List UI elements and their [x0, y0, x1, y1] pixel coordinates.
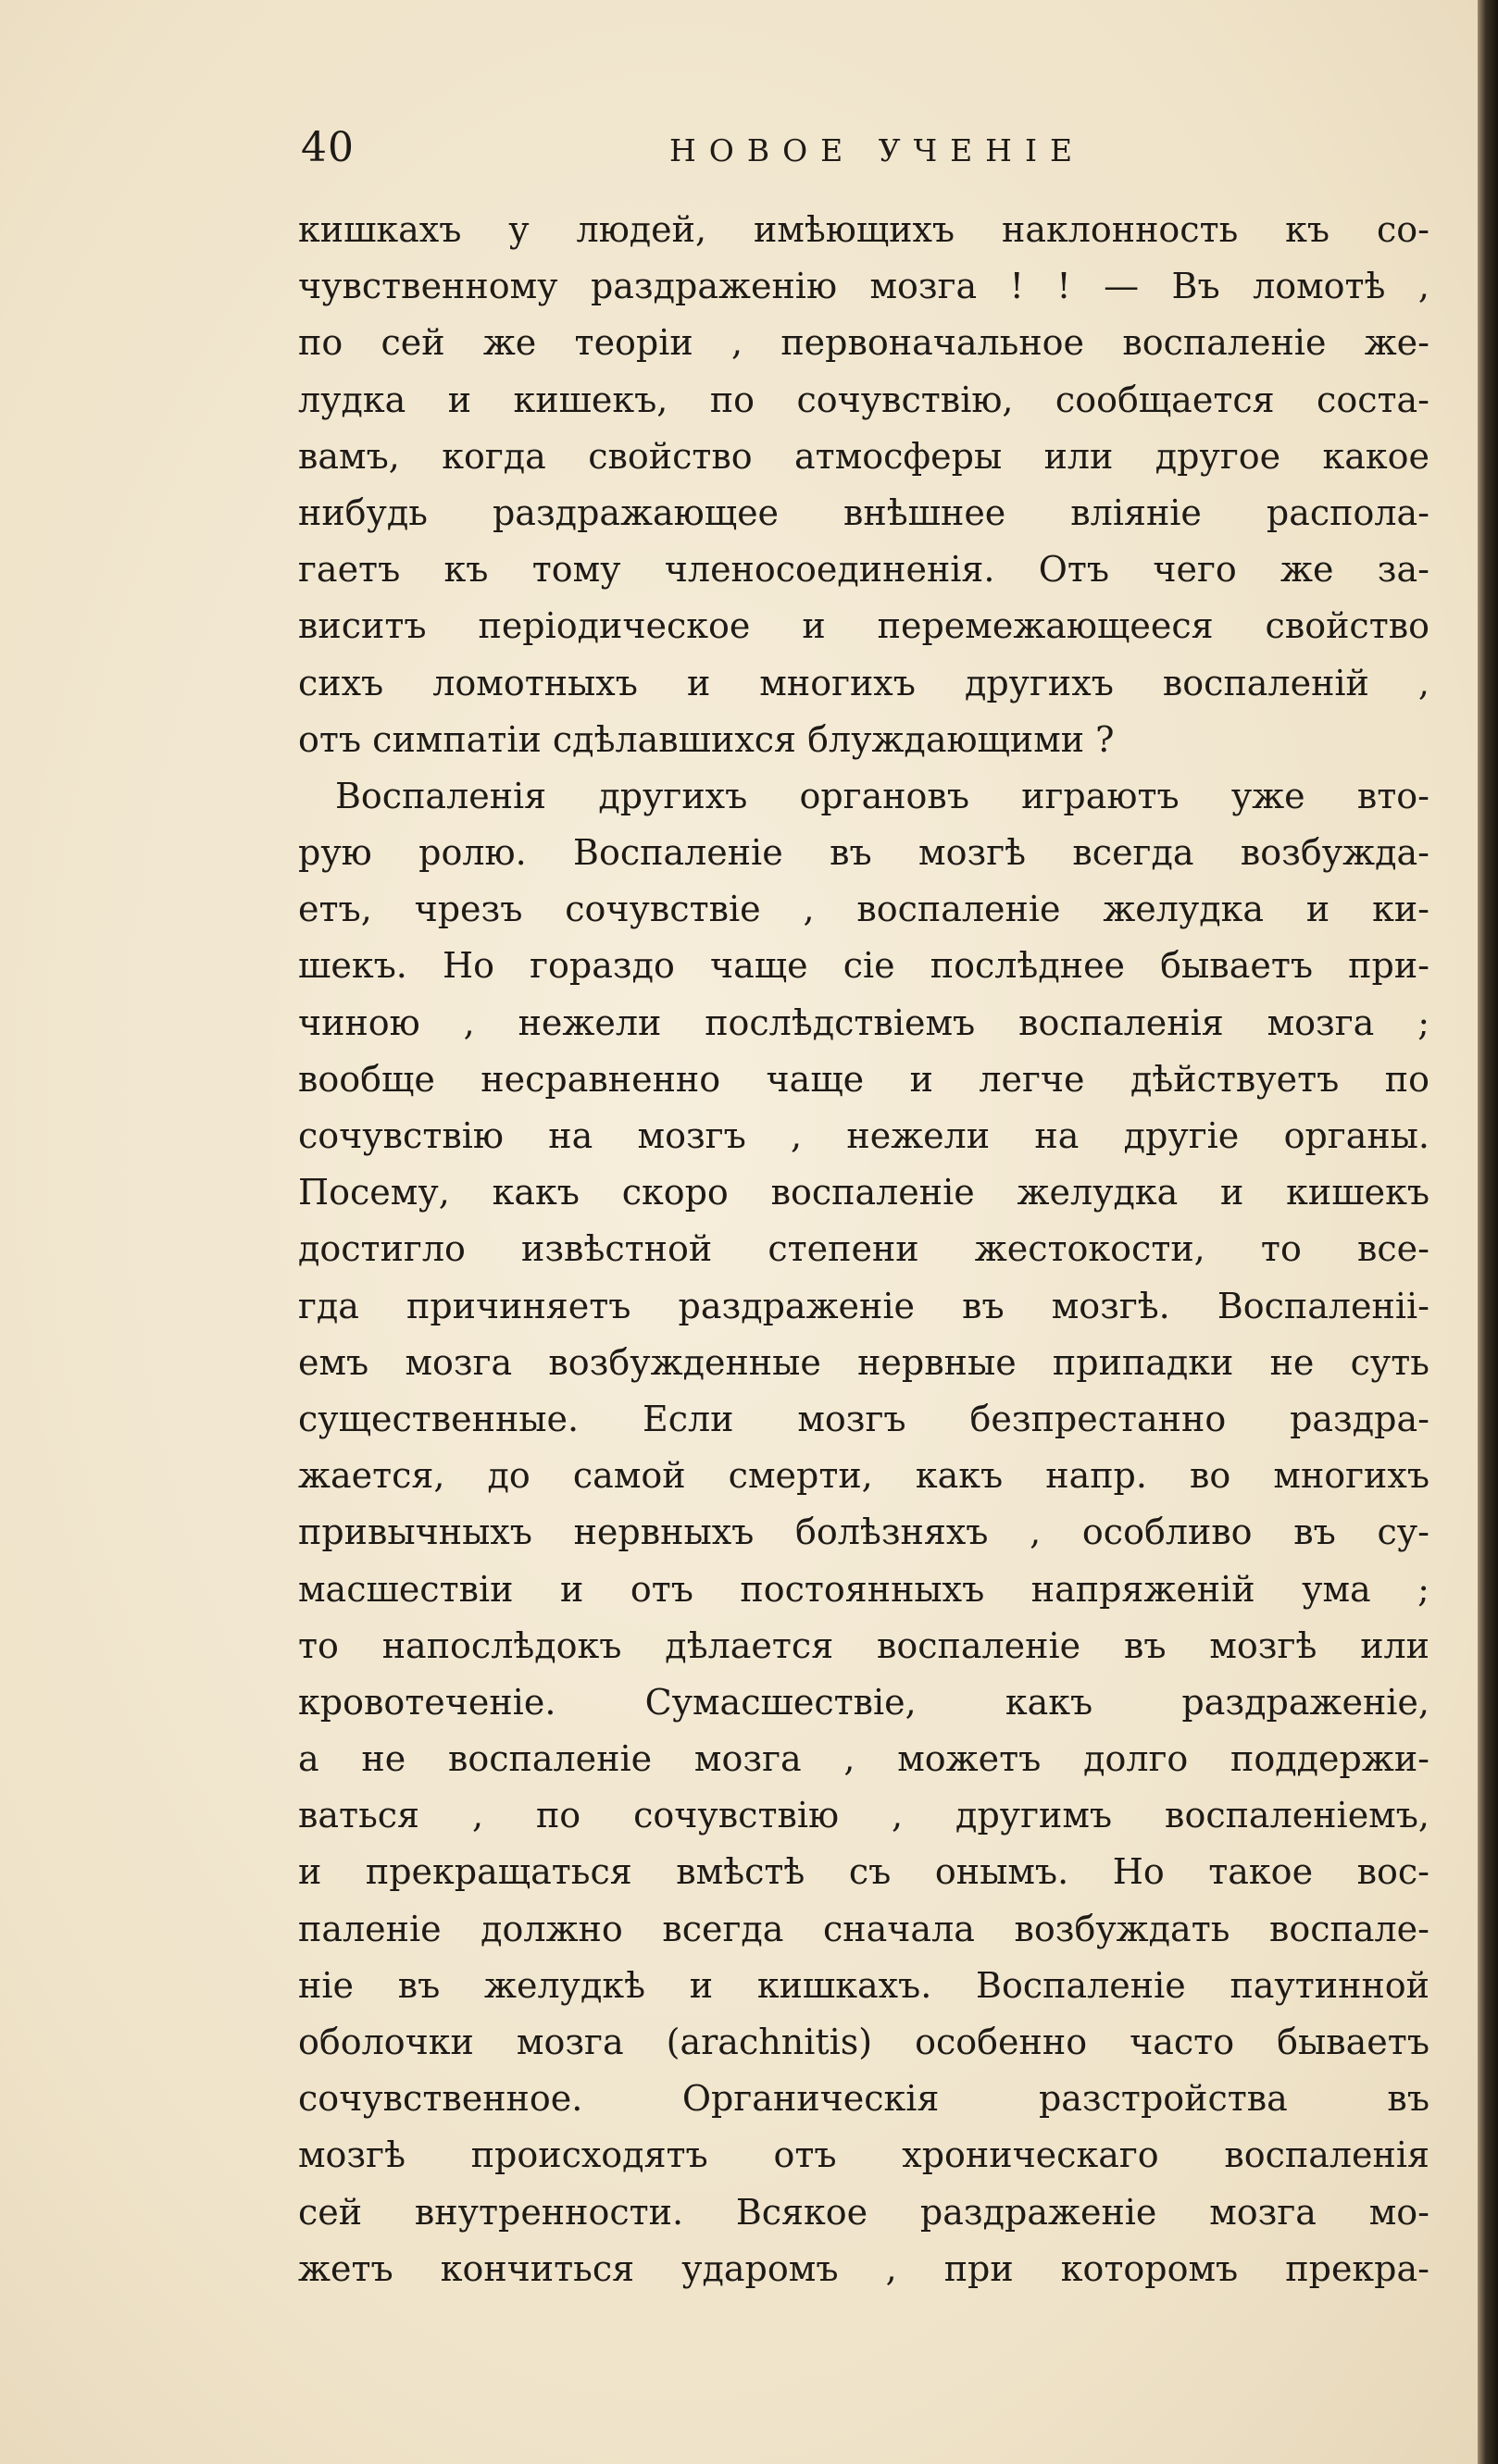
- text-line: вообще несравненно чаще и легче дѣйствуетъ по: [298, 1058, 1429, 1100]
- body-text: [298, 202, 1429, 2297]
- text-line: рую ролю. Воспаленіе въ мозгѣ всегда возбужда-: [298, 832, 1429, 874]
- text-line: жается, до самой смерти, какъ напр. во многихъ: [298, 1455, 1429, 1497]
- text-line: достигло извѣстной степени жестокости, то все-: [298, 1228, 1429, 1270]
- text-line: вамъ, когда свойство атмосферы или другое какое: [298, 435, 1429, 477]
- text-line: сихъ ломотныхъ и многихъ другихъ воспаленій ,: [298, 662, 1429, 703]
- text-line: сочувствію на мозгъ , нежели на другіе органы.: [298, 1115, 1429, 1156]
- running-title: НОВОЕ УЧЕНІЕ: [669, 132, 1086, 168]
- text-line: кишкахъ у людей, имѣющихъ наклонность къ со-: [298, 209, 1429, 250]
- text-line: лудка и кишекъ, по сочувствію, сообщается соста-: [298, 379, 1429, 420]
- text-line: сочувственное. Органическія разстройства въ: [298, 2078, 1429, 2120]
- text-line: мозгѣ происходятъ отъ хроническаго воспаленія: [298, 2134, 1429, 2176]
- text-line: сей внутренности. Всякое раздраженіе мозга мо-: [298, 2191, 1429, 2233]
- text-line: етъ, чрезъ сочувствіе , воспаленіе желудка и ки-: [298, 889, 1429, 930]
- text-line: то напослѣдокъ дѣлается воспаленіе въ мозгѣ или: [298, 1624, 1429, 1666]
- text-line: а не воспаленіе мозга , можетъ долго поддержи-: [298, 1738, 1429, 1780]
- text-line: виситъ періодическое и перемежающееся свойство: [298, 605, 1429, 647]
- text-line: ваться , по сочувствію , другимъ воспаленіемъ,: [298, 1795, 1429, 1836]
- text-line: существенные. Если мозгъ безпрестанно раздра-: [298, 1398, 1429, 1439]
- text-line: ніе въ желудкѣ и кишкахъ. Воспаленіе паутинной: [298, 1964, 1429, 2006]
- text-line: емъ мозга возбужденные нервные припадки не суть: [298, 1341, 1429, 1383]
- text-line: оболочки мозга (arachnitis) особенно часто бываетъ: [298, 2022, 1429, 2062]
- page-binding-edge: [1478, 0, 1498, 2464]
- text-line: Воспаленія другихъ органовъ играютъ уже вто-: [335, 775, 1429, 816]
- text-line: чиною , нежели послѣдствіемъ воспаленія мозга ;: [298, 1002, 1429, 1043]
- text-line: отъ симпатіи сдѣлавшихся блуждающими ?: [298, 718, 1115, 760]
- text-line: кровотеченіе. Сумасшествіе, какъ раздраженіе,: [298, 1681, 1429, 1723]
- text-line: гаетъ къ тому членосоединенія. Отъ чего же за-: [298, 549, 1429, 591]
- text-line: гда причиняетъ раздраженіе въ мозгѣ. Воспаленіі-: [298, 1285, 1429, 1326]
- text-line: привычныхъ нервныхъ болѣзняхъ , особливо въ су-: [298, 1512, 1429, 1553]
- page-number: 40: [301, 124, 355, 171]
- text-line: масшествіи и отъ постоянныхъ напряженій ума ;: [298, 1568, 1429, 1610]
- page-header: [301, 125, 1426, 180]
- text-line: по сей же теоріи , первоначальное воспаленіе же-: [298, 322, 1429, 364]
- text-line: паленіе должно всегда сначала возбуждать воспале-: [298, 1908, 1429, 1949]
- text-line: чувственному раздраженію мозга ! ! — Въ ломотѣ ,: [298, 266, 1429, 307]
- text-line: Посему, какъ скоро воспаленіе желудка и кишекъ: [298, 1172, 1429, 1213]
- text-line: нибудь раздражающее внѣшнее вліяніе распола-: [298, 492, 1429, 533]
- text-line: жетъ кончиться ударомъ , при которомъ прекра-: [298, 2247, 1429, 2289]
- text-line: и прекращаться вмѣстѣ съ онымъ. Но такое вос-: [298, 1851, 1429, 1893]
- text-line: шекъ. Но гораздо чаще сіе послѣднее бываетъ при-: [298, 945, 1429, 987]
